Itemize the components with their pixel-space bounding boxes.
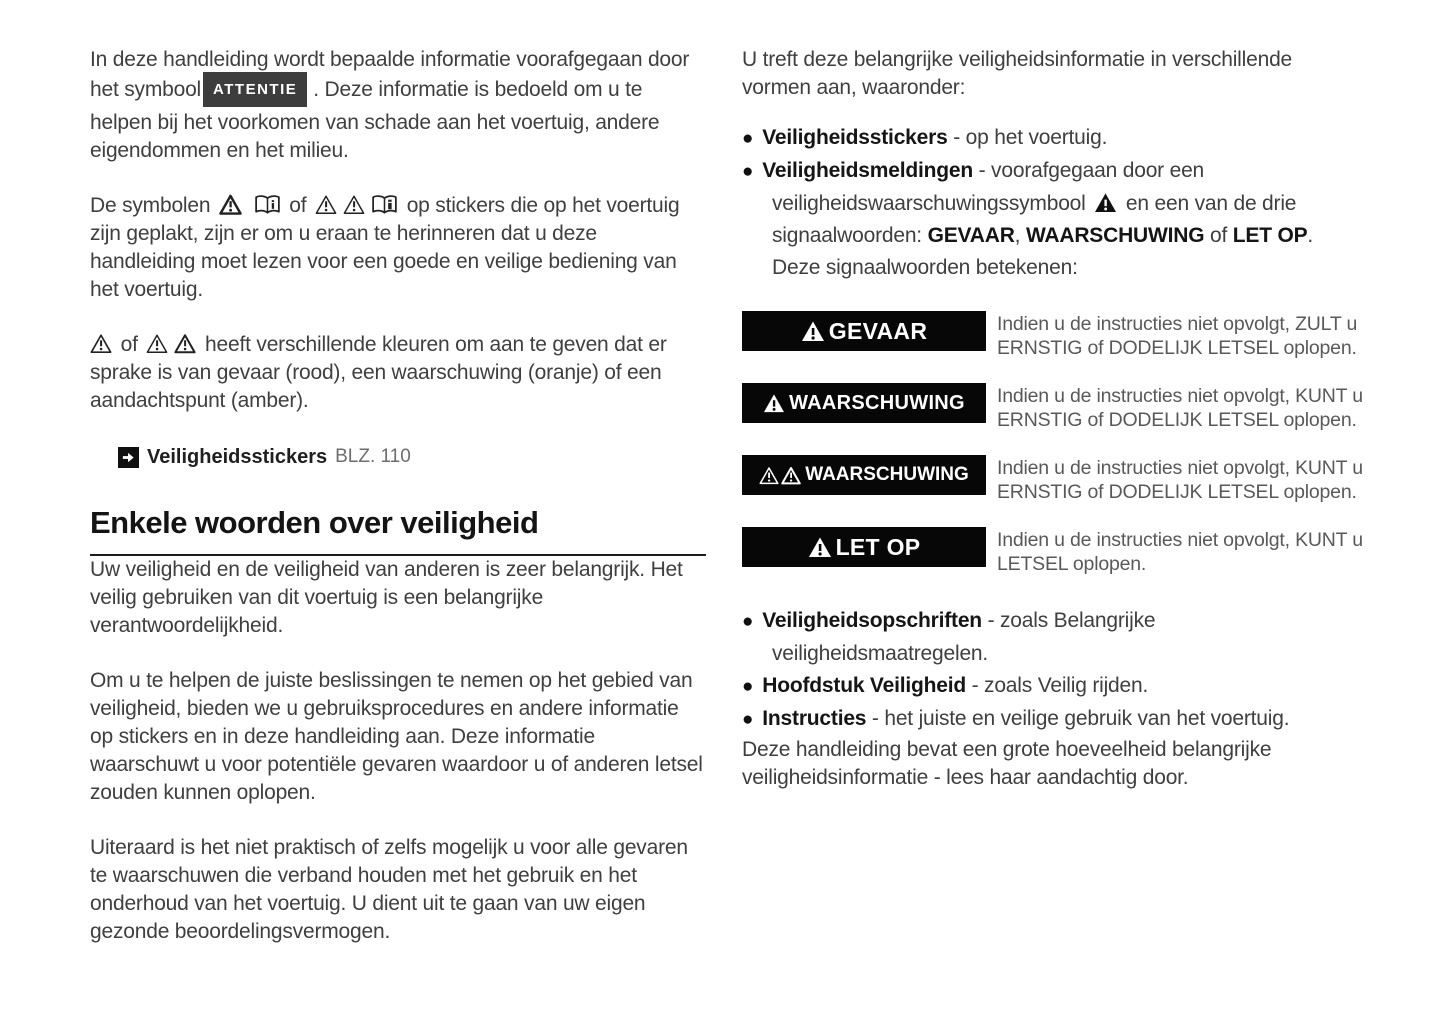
black-square-right-arrow-icon (118, 447, 139, 468)
bullet-icon: ● (742, 676, 754, 697)
paragraph-colors (90, 331, 706, 415)
list-item-bold: Veiligheidsmeldingen (762, 159, 973, 182)
waarschuwing-double-label-box (742, 455, 986, 495)
cross-reference-veiligheidsstickers[interactable] (90, 442, 706, 472)
paragraph-symbols (90, 192, 706, 304)
paragraph-decisions: Om u te helpen de juiste beslissingen te nemen op het gebied van veiligheid, bieden we u gebruiksprocedures en andere informatie op stickers en in deze handleiding aan. Deze informatie waarschuwt u voor potentiële gevaren waardoor u of anderen letsel zouden kunnen oplopen. (90, 669, 703, 804)
signal-row-let-op (742, 527, 1364, 576)
safety-forms-list-continued (742, 605, 1364, 736)
section-heading: Enkele woorden over veiligheid (90, 506, 706, 556)
list-item-text: - voorafgegaan door een veiligheidswaarschuwingssymbool (772, 159, 1205, 215)
warning-triangle-filled-icon (219, 194, 242, 215)
warning-triangle-outline-icon (343, 194, 365, 215)
warning-triangle-filled-icon (763, 393, 785, 413)
cross-reference-label: Veiligheidsstickers (147, 446, 328, 468)
gevaar-label-box (742, 311, 986, 351)
list-item-bold: Instructies (762, 707, 867, 730)
list-item-text: . Deze signaalwoorden betekenen: (772, 224, 1314, 279)
warning-triangle-outline-icon (174, 333, 196, 354)
warning-triangle-outline-icon (146, 333, 168, 354)
signal-word-table (742, 311, 1364, 576)
list-item-hoofdstuk-veiligheid (742, 670, 1364, 703)
list-item-text: - op het voertuig. (947, 126, 1108, 149)
signal-word-waarschuwing: WAARSCHUWING (1025, 224, 1205, 247)
warning-triangle-filled-icon (808, 536, 832, 558)
paragraph-attentie-pre: In deze handleiding wordt bepaalde informatie voorafgegaan door het symbool (90, 48, 690, 101)
signal-row-waarschuwing-double (742, 455, 1364, 504)
paragraph-attentie-post: . Deze informatie is bedoeld om u te helpen bij het voorkomen van schade aan het voertuig, andere eigendommen en het milieu. (90, 78, 660, 162)
list-item-bold: Veiligheidsstickers (762, 126, 948, 149)
paragraph-symbols-post: op stickers die op het voertuig zijn geplakt, zijn er om u eraan te herinneren dat u deze handleiding moet lezen voor een goede en veilige bediening van het voertuig. (90, 194, 680, 301)
list-item-veiligheidsmeldingen (742, 155, 1364, 284)
bullet-icon: ● (742, 161, 754, 182)
list-item-veiligheidsstickers (742, 122, 1364, 155)
signal-label: LET OP (835, 533, 921, 560)
right-column (742, 46, 1364, 819)
paragraph-attentie (90, 46, 706, 165)
list-item-instructies (742, 703, 1364, 736)
signal-description: Indien u de instructies niet opvolgt, KUNT u ERNSTIG of DODELIJK LETSEL oplopen. (997, 385, 1363, 431)
safety-forms-list (742, 122, 1364, 284)
list-item-text: of (1204, 224, 1233, 247)
open-book-info-icon (371, 194, 398, 215)
list-item-text: en een van de drie signaalwoorden: (772, 192, 1297, 247)
signal-row-gevaar (742, 311, 1364, 360)
left-column (90, 46, 706, 973)
paragraph-intro: U treft deze belangrijke veiligheidsinformatie in verschillende vormen aan, waaronder: (742, 48, 1293, 99)
paragraph-colors-post: heeft verschillende kleuren om aan te geven dat er sprake is van gevaar (rood), een waarschuwing (oranje) of een aandachtspunt (amber). (90, 333, 667, 412)
list-item-text: - het juiste en veilige gebruik van het voertuig. (866, 707, 1290, 730)
signal-label: WAARSCHUWING (789, 391, 965, 414)
waarschuwing-label-box (742, 383, 986, 423)
paragraph-symbols-pre: De symbolen (90, 194, 211, 217)
list-item-veiligheidsopschriften (742, 605, 1364, 670)
paragraph-your-safety: Uw veiligheid en de veiligheid van anderen is zeer belangrijk. Het veilig gebruiken van dit voertuig is een belangrijke verantwoordelijkheid. (90, 558, 683, 637)
cross-reference-page: BLZ. 110 (335, 446, 411, 467)
warning-triangle-filled-icon (801, 320, 825, 342)
paragraph-outro: Deze handleiding bevat een grote hoeveelheid belangrijke veiligheidsinformatie - lees haar aandachtig door. (742, 738, 1272, 789)
paragraph-symbols-mid: of (289, 194, 307, 217)
signal-row-waarschuwing (742, 383, 1364, 432)
signal-label: GEVAAR (828, 317, 928, 344)
signal-description: Indien u de instructies niet opvolgt, ZULT u ERNSTIG of DODELIJK LETSEL oplopen. (997, 313, 1358, 359)
list-item-bold: Hoofdstuk Veiligheid (762, 674, 966, 697)
safety-alert-filled-triangle-icon (1094, 192, 1117, 213)
paragraph-colors-mid: of (120, 333, 138, 356)
warning-triangle-outline-icon (781, 466, 801, 485)
signal-label: WAARSCHUWING (805, 464, 969, 485)
list-item-text: - zoals Veilig rijden. (965, 674, 1149, 697)
signal-word-let-op: LET OP (1232, 224, 1308, 247)
let-op-label-box (742, 527, 986, 567)
signal-description: Indien u de instructies niet opvolgt, KUNT u ERNSTIG of DODELIJK LETSEL oplopen. (997, 457, 1363, 503)
warning-triangle-outline-icon (90, 333, 112, 354)
signal-word-gevaar: GEVAAR (927, 224, 1015, 247)
paragraph-judgement: Uiteraard is het niet praktisch of zelfs mogelijk u voor alle gevaren te waarschuwen die verband houden met het gebruik en het onderhoud van het voertuig. U dient uit te gaan van uw eigen gezonde beoordelingsvermogen. (90, 836, 688, 943)
list-item-bold: Veiligheidsopschriften (762, 609, 982, 632)
bullet-icon: ● (742, 611, 754, 632)
open-book-info-icon (254, 194, 281, 215)
bullet-icon: ● (742, 709, 754, 730)
list-item-text: , (1014, 224, 1026, 247)
signal-description: Indien u de instructies niet opvolgt, KUNT u LETSEL oplopen. (997, 529, 1363, 575)
warning-triangle-outline-icon (315, 194, 337, 215)
bullet-icon: ● (742, 128, 754, 149)
warning-triangle-outline-icon (759, 466, 779, 485)
list-item-text: - zoals Belangrijke veiligheidsmaatregelen. (772, 609, 1156, 665)
attentie-badge: ATTENTIE (203, 72, 307, 107)
